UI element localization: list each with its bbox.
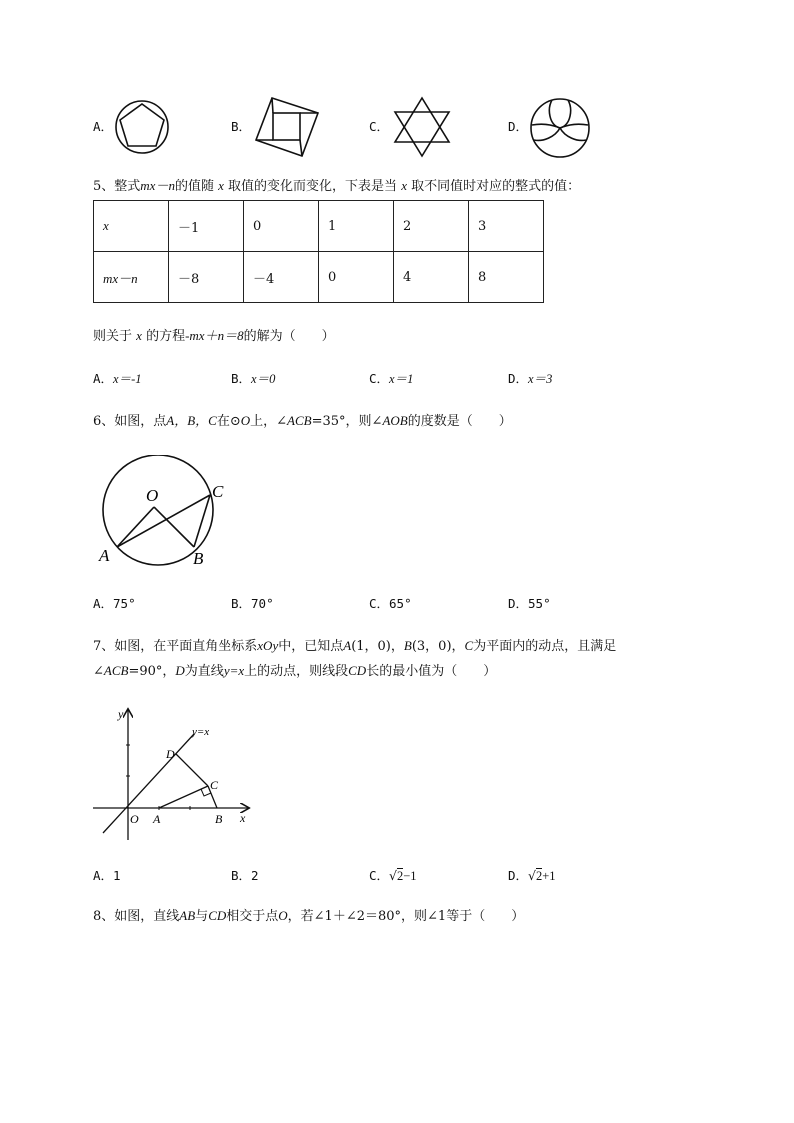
q6-angle2: AOB bbox=[382, 413, 408, 428]
q7-option-b: B．2 bbox=[231, 868, 259, 883]
q7-line1-prefix: 7、如图，在平面直角坐标系 bbox=[93, 639, 258, 654]
q7-pc: C bbox=[464, 638, 474, 653]
table-cell: －1 bbox=[169, 201, 244, 252]
q4-figure-a-pentagon-in-circle bbox=[114, 99, 170, 155]
q6-prefix: 6、如图，点 bbox=[93, 414, 167, 429]
q4-option-a-label: A． bbox=[93, 119, 114, 134]
q7-option-d bbox=[508, 867, 556, 885]
q7-figure-coordinate-plane bbox=[88, 702, 258, 842]
q5-option-a-label: A． bbox=[93, 371, 114, 386]
q7-line2-mid: =90°， bbox=[128, 664, 176, 679]
q4-option-d-label: D． bbox=[508, 119, 529, 134]
q4-option-c-label: C． bbox=[369, 119, 390, 134]
q8-question bbox=[93, 907, 524, 926]
q7-line2-prefix: ∠ bbox=[93, 664, 104, 679]
q6-circle: O bbox=[240, 413, 251, 428]
q7-label-d: D bbox=[166, 747, 175, 761]
q7-line2-suffix: 长的最小值为（ ） bbox=[366, 664, 497, 679]
q4-option-b-label: B． bbox=[231, 119, 252, 134]
q7-line2-mid2: 为直线 bbox=[184, 664, 224, 679]
q7-option-d-tail: +1 bbox=[542, 869, 556, 883]
q5-value-table bbox=[93, 200, 544, 303]
q6-option-a: A．75° bbox=[93, 596, 136, 611]
q6-label-c: C bbox=[212, 482, 224, 501]
q4-figure-b-squares bbox=[252, 95, 322, 159]
q5-option-c-label: C． bbox=[369, 371, 390, 386]
q7-label-a: A bbox=[153, 812, 161, 826]
q7-label-o: O bbox=[130, 812, 139, 826]
q6-question bbox=[93, 412, 512, 431]
q5-var-x2: x bbox=[401, 178, 407, 193]
q7-pd: D bbox=[175, 663, 185, 678]
q5-ask-suffix: 的解为（ ） bbox=[243, 329, 335, 344]
q7-pa: A bbox=[343, 638, 352, 653]
q7-question-line1 bbox=[93, 637, 616, 656]
q7-label-y: y bbox=[118, 707, 124, 721]
q6-figure-circle bbox=[90, 455, 240, 573]
q7-option-c-radicand: 2 bbox=[397, 869, 404, 883]
q6-option-c: C．65° bbox=[369, 596, 412, 611]
q6-angle: ACB bbox=[287, 413, 312, 428]
q7-line-eq: y=x bbox=[223, 663, 245, 678]
q7-pb: B bbox=[403, 638, 412, 653]
q4-figure-c-star bbox=[390, 95, 454, 159]
q7-line1-suffix: 为平面内的动点，且满足 bbox=[473, 639, 617, 654]
q5-option-c bbox=[369, 370, 413, 388]
q7-option-a: A．1 bbox=[93, 868, 121, 883]
q5-option-b bbox=[231, 370, 275, 388]
table-cell: －8 bbox=[169, 252, 244, 303]
q5-option-d-value: x＝3 bbox=[528, 372, 553, 386]
q6-option-b: B．70° bbox=[231, 596, 274, 611]
q8-ab: AB bbox=[179, 908, 196, 923]
q4-figure-d-circle-arcs bbox=[529, 97, 591, 159]
q6-label-a: A bbox=[99, 546, 110, 565]
q5-option-b-label: B． bbox=[231, 371, 252, 386]
q5-question bbox=[93, 177, 580, 196]
q7-system: xOy bbox=[257, 638, 279, 653]
q5-prefix: 5、整式 bbox=[93, 179, 141, 194]
sqrt-icon: √ bbox=[389, 868, 397, 883]
q5-ask-x: x bbox=[136, 328, 142, 343]
q7-seg: CD bbox=[348, 663, 367, 678]
q5-mid2: 取值的变化而变化，下表是当 bbox=[228, 179, 398, 194]
q7-question-line2 bbox=[93, 662, 496, 681]
q5-option-d bbox=[508, 370, 552, 388]
q8-mid3: ，若∠1＋∠2＝80°，则∠1等于（ ） bbox=[287, 909, 525, 924]
table-cell: 1 bbox=[319, 201, 394, 252]
q7-line2-mid3: 上的动点，则线段 bbox=[244, 664, 349, 679]
q5-option-a bbox=[93, 370, 142, 388]
q7-option-c-tail: −1 bbox=[403, 869, 417, 883]
q7-angle: ACB bbox=[103, 663, 129, 678]
q8-mid2: 相交于点 bbox=[226, 909, 279, 924]
table-cell: 2 bbox=[394, 201, 469, 252]
table-row bbox=[94, 201, 544, 252]
table-cell: －4 bbox=[244, 252, 319, 303]
q6-suffix: 的度数是（ ） bbox=[407, 414, 512, 429]
q7-line1-mid: 中，已知点 bbox=[278, 639, 344, 654]
q5-option-a-value: x＝-1 bbox=[113, 372, 142, 386]
q8-mid1: 与 bbox=[195, 909, 209, 924]
q7-option-d-label: D． bbox=[508, 868, 529, 883]
q7-option-c bbox=[369, 867, 417, 885]
q7-option-c-label: C． bbox=[369, 868, 390, 883]
q5-mid1: 的值随 bbox=[174, 179, 214, 194]
q7-pa-coord: (1，0)， bbox=[351, 639, 404, 654]
q7-label-line: y=x bbox=[192, 726, 210, 738]
q6-points: A，B，C bbox=[166, 413, 217, 428]
q6-label-o: O bbox=[146, 486, 159, 505]
q5-expr: mx－n bbox=[140, 178, 175, 193]
q7-option-d-radicand: 2 bbox=[536, 869, 543, 883]
q6-mid1: 在⊙ bbox=[216, 414, 241, 429]
q5-option-c-value: x＝1 bbox=[389, 372, 414, 386]
table-cell: 0 bbox=[244, 201, 319, 252]
q8-prefix: 8、如图，直线 bbox=[93, 909, 180, 924]
table-cell: 3 bbox=[469, 201, 544, 252]
q5-ask-eq: -mx＋n＝8 bbox=[185, 328, 244, 343]
q6-mid3: =35°，则∠ bbox=[311, 414, 383, 429]
q6-option-d: D．55° bbox=[508, 596, 551, 611]
q7-pb-coord: (3，0)， bbox=[411, 639, 465, 654]
q8-o: O bbox=[278, 908, 288, 923]
q7-label-c: C bbox=[210, 778, 219, 792]
q5-ask-prefix: 则关于 bbox=[93, 329, 133, 344]
q7-label-x: x bbox=[240, 811, 246, 825]
table-cell: 4 bbox=[394, 252, 469, 303]
table-cell: mx－n bbox=[94, 252, 169, 303]
table-cell: x bbox=[94, 201, 169, 252]
q6-label-b: B bbox=[193, 549, 204, 568]
q5-option-d-label: D． bbox=[508, 371, 529, 386]
q8-cd: CD bbox=[208, 908, 227, 923]
sqrt-icon: √ bbox=[528, 868, 536, 883]
table-cell: 8 bbox=[469, 252, 544, 303]
q5-option-b-value: x＝0 bbox=[251, 372, 276, 386]
q5-ask bbox=[93, 327, 335, 346]
table-cell: 0 bbox=[319, 252, 394, 303]
table-row bbox=[94, 252, 544, 303]
q5-ask-mid: 的方程 bbox=[146, 329, 186, 344]
q7-label-b: B bbox=[215, 812, 223, 826]
q5-var-x: x bbox=[218, 178, 224, 193]
q6-mid2: 上，∠ bbox=[250, 414, 288, 429]
q5-suffix: 取不同值时对应的整式的值： bbox=[411, 179, 581, 194]
